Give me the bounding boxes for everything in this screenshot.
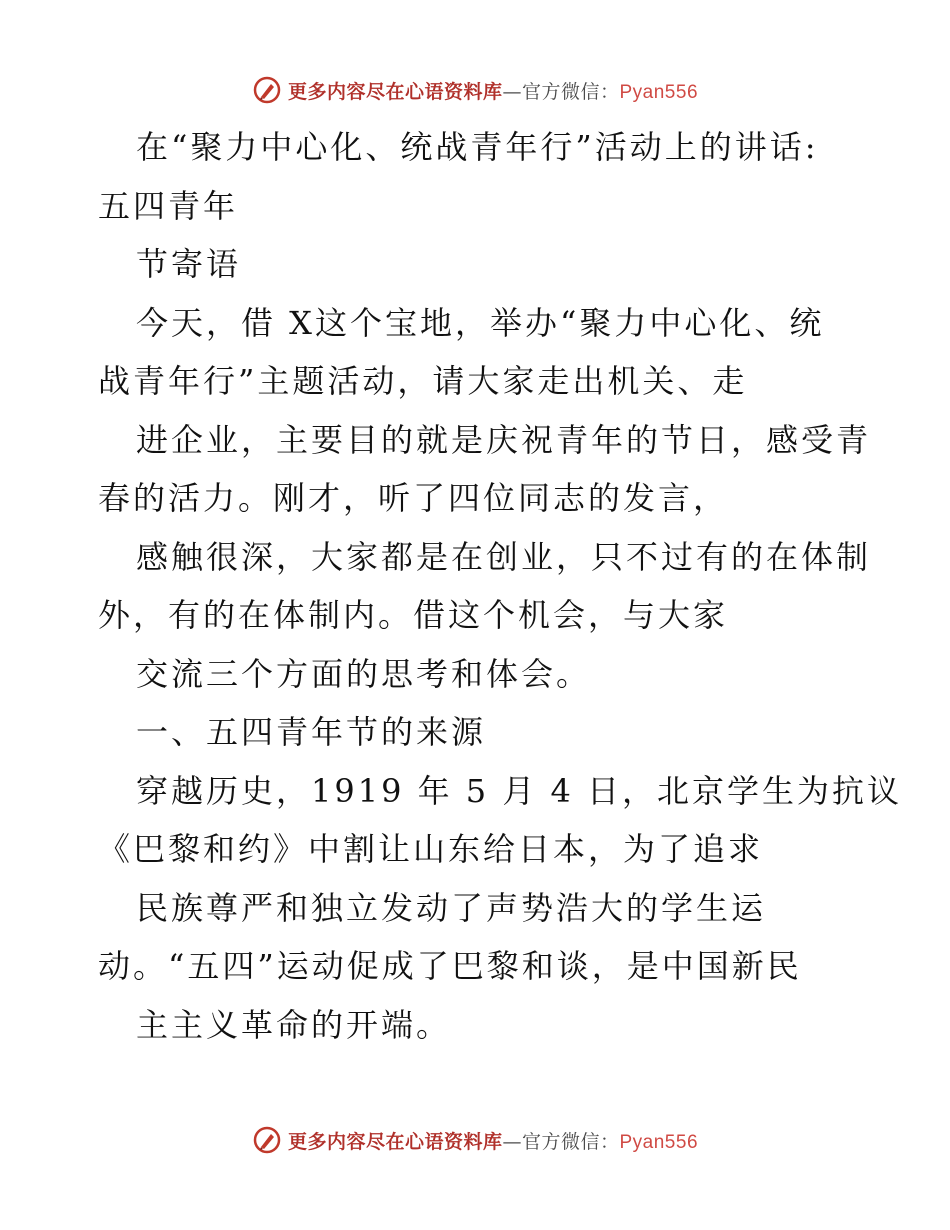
text-line: 在“聚力中心化、统战青年行”活动上的讲话:: [136, 128, 819, 166]
document-body: [98, 118, 903, 1054]
footer-watermark-banner: [0, 1120, 950, 1160]
text-line: 《巴黎和约》中割让山东给日本，为了追求: [98, 830, 764, 868]
watermark-text: [288, 1127, 698, 1154]
pen-logo-icon: [252, 1125, 282, 1155]
text-line: 五四青年: [98, 186, 239, 225]
text-line: 战青年行”主题活动，请大家走出机关、走: [98, 362, 748, 400]
watermark-sub-text: —官方微信：: [502, 80, 620, 103]
text-line: 穿越历史，1919 年 5 月 4 日，北京学生为抗议: [136, 771, 903, 810]
text-line: 主主义革命的开端。: [136, 1005, 452, 1044]
text-line: 动。“五四”运动促成了巴黎和谈，是中国新民: [98, 947, 802, 985]
watermark-sub-text: —官方微信：: [502, 1130, 620, 1153]
watermark-main-text: 更多内容尽在心语资料库: [287, 1130, 503, 1153]
text-line: 感触很深，大家都是在创业，只不过有的在体制: [136, 537, 872, 576]
pen-logo-icon: [252, 75, 282, 105]
text-line: 民族尊严和独立发动了声势浩大的学生运: [136, 888, 767, 927]
text-line: 今天，借 X这个宝地，举办“聚力中心化、统: [136, 303, 825, 342]
text-line: 一、五四青年节的来源: [136, 713, 487, 751]
text-line: 外，有的在体制内。借这个机会，与大家: [98, 596, 729, 634]
watermark-main-text: 更多内容尽在心语资料库: [287, 80, 503, 103]
watermark-wechat-id: Pyan556: [619, 1131, 699, 1153]
watermark-wechat-id: Pyan556: [619, 81, 699, 103]
text-line: 交流三个方面的思考和体会。: [136, 654, 592, 693]
text-line: 节寄语: [136, 245, 242, 283]
text-line: 进企业，主要目的就是庆祝青年的节日，感受青: [136, 420, 872, 459]
watermark-text: [288, 77, 698, 104]
header-watermark-banner: [0, 70, 950, 110]
text-line: 春的活力。刚才，听了四位同志的发言，: [98, 479, 729, 517]
